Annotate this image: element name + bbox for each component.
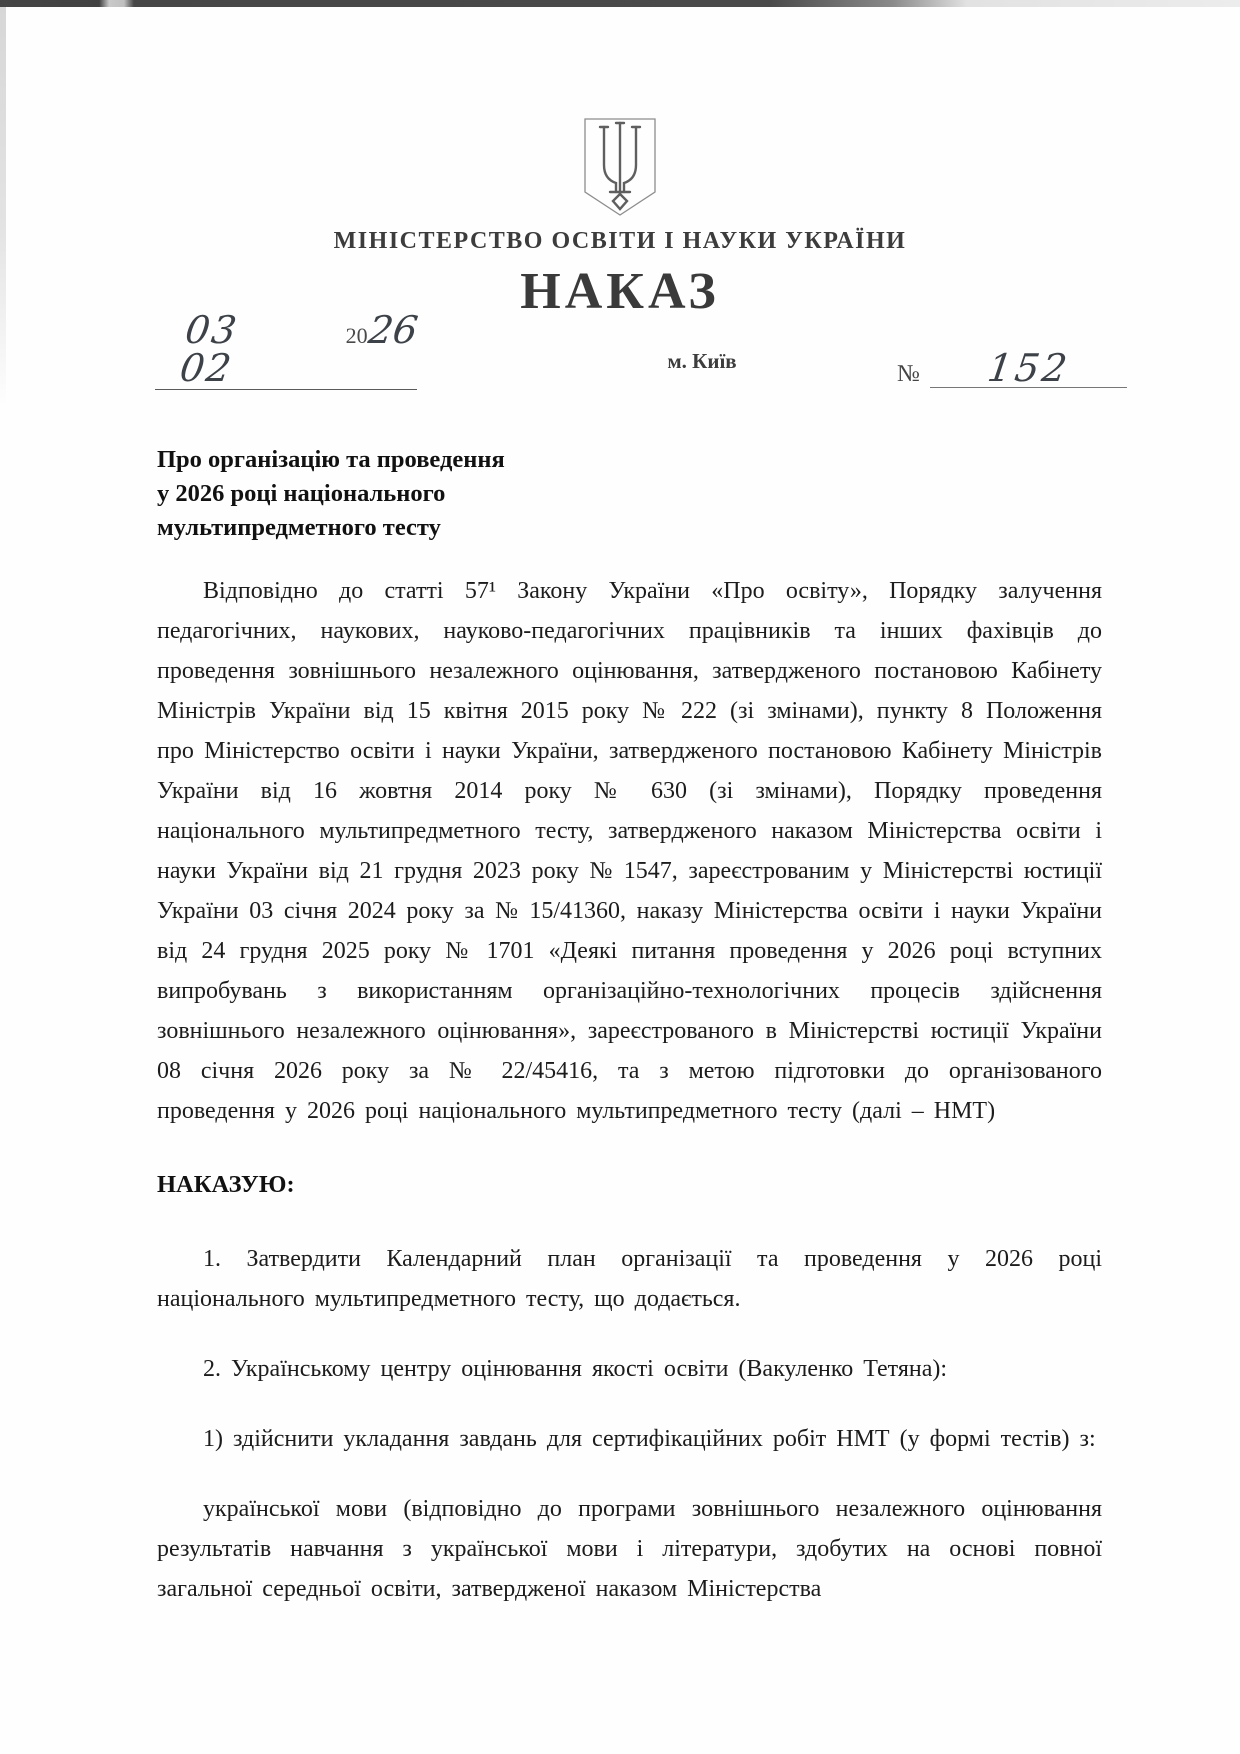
order-subitem-1: 1) здійснити укладання завдань для сертифікаційних робіт НМТ (у формі тестів) з: — [203, 1426, 1096, 1452]
date-handwritten-value: 03 02 — [177, 308, 242, 390]
scan-artifact-top-bar — [0, 0, 1240, 7]
place-label: м. Київ — [667, 349, 737, 373]
number-ruled-line — [930, 346, 1127, 390]
number-sign: № — [897, 361, 920, 387]
number-handwritten-value: 152 — [984, 346, 1073, 390]
subject-line-1: Про організацію та проведення — [157, 446, 505, 473]
place-zone — [462, 349, 942, 390]
subject-line-2: у 2026 році національного — [157, 480, 446, 507]
scan-artifact-left-edge — [0, 7, 6, 407]
order-keyword: НАКАЗУЮ: — [157, 1171, 295, 1198]
ukraine-trident-coat-of-arms-icon — [583, 118, 657, 218]
date-place-number-row — [155, 308, 1127, 390]
preamble-paragraph: Відповідно до статті 57¹ Закону України «Про освіту», Порядку залучення педагогічних, наукових, науково-педагогічних працівників та інших фахівців до проведення зовнішнього незалежного оцінювання, затвердженого постановою Кабінету Міністрів України від 15 квітня 2015 року № 222 (зі змінами), пункту 8 Положення про Міністерство освіти і науки України, затвердженого постановою Кабінету Міністрів України від 16 жовтня 2014 року № 630 (зі змінами), Порядку проведення національного мультипредметного тесту, затвердженого наказом Міністерства освіти і науки України від 21 грудня 2023 року № 1547, зареєстрованим у Міністерстві юстиції України 03 січня 2024 року за № 15/41360, наказу Міністерства освіти і науки України від 24 грудня 2025 року № 1701 «Деякі питання проведення у 2026 році вступних випробувань з використанням організаційно-технологічних процесів здійснення зовнішнього незалежного оцінювання», зареєстрованого в Міністерстві юстиції України 08 січня 2026 року за № 22/45416, та з метою підготовки до організованого проведення у 2026 році національного мультипредметного тесту (далі – НМТ) — [157, 578, 1102, 1124]
ukrainian-language-paragraph: української мови (відповідно до програми зовнішнього незалежного оцінювання результатів навчання з української мови і літератури, здобутих на основі повної загальної середньої освіти, затвердженої наказом Міністерства — [157, 1496, 1102, 1602]
date-field — [155, 308, 421, 390]
subject-block — [157, 443, 1102, 545]
subject-line-3: мультипредметного тесту — [157, 514, 441, 541]
document-body — [157, 443, 1102, 1609]
order-item-1: 1. Затвердити Календарний план організації та проведення у 2026 році національного мультипредметного тесту, що додається. — [157, 1246, 1102, 1312]
ministry-name: МІНІСТЕРСТВО ОСВІТИ І НАУКИ УКРАЇНИ — [333, 228, 907, 254]
document-type-title: НАКАЗ — [520, 263, 720, 320]
year-printed-prefix: 20 — [345, 323, 368, 348]
year-handwritten-value: 26 — [365, 308, 421, 352]
order-item-2: 2. Українському центру оцінювання якості освіти (Вакуленко Тетяна): — [203, 1356, 948, 1382]
